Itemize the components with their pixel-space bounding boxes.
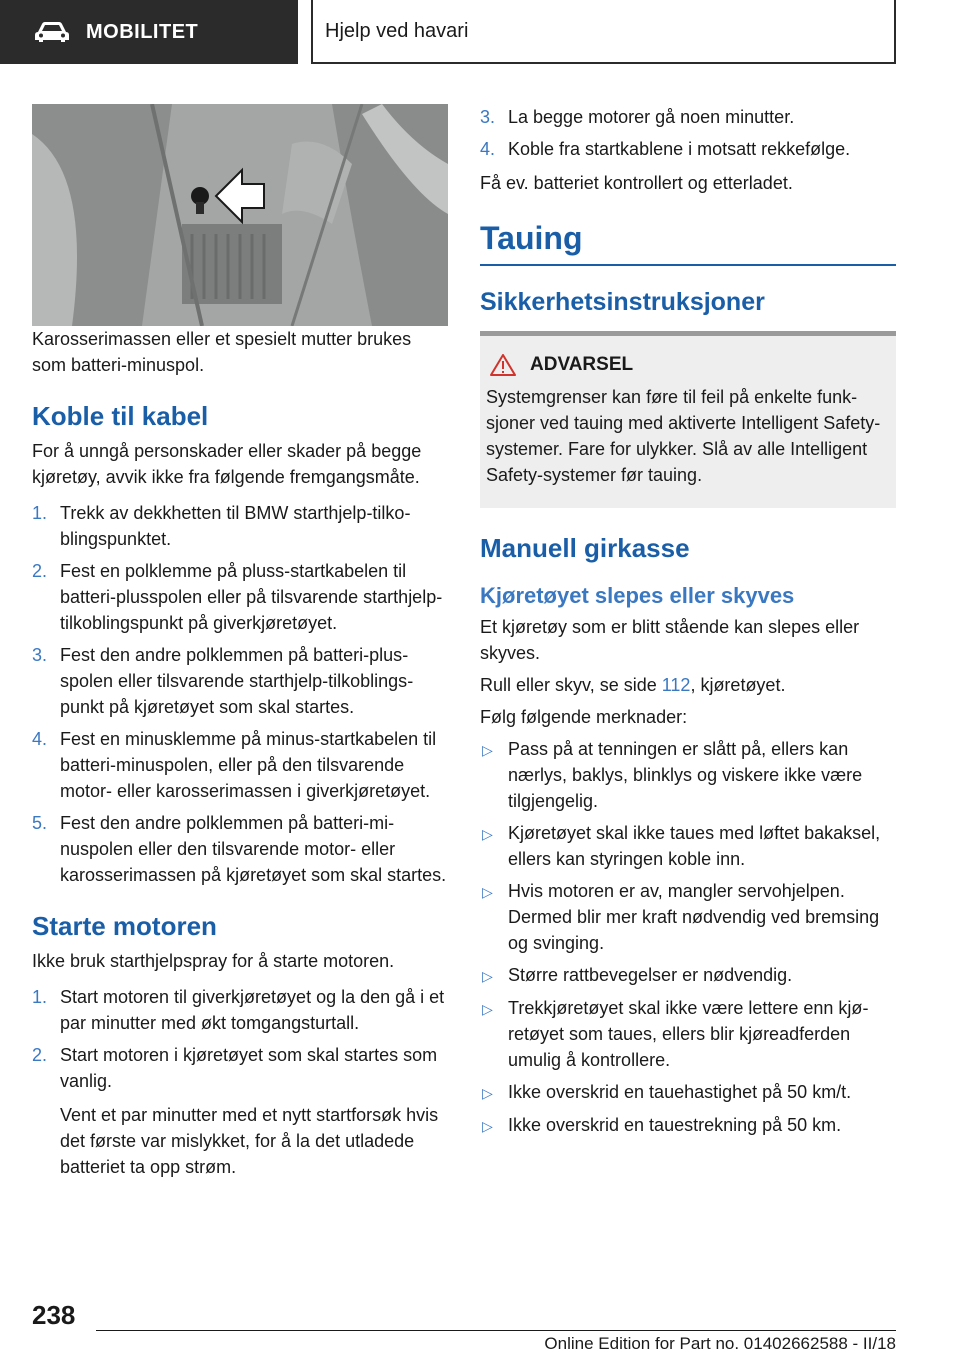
triangle-bullet-icon: ▷	[482, 968, 493, 984]
warning-label: ADVARSEL	[530, 354, 634, 375]
note-text: Trekkjøretøyet skal ikke være lettere enn kjøretøyet som taues, ellers blir kjøreadferden umulig å kontrollere.	[508, 998, 869, 1070]
warning-triangle-icon	[490, 354, 516, 376]
warning-title	[490, 354, 890, 376]
footer-divider	[96, 1330, 896, 1331]
start-intro: Ikke bruk starthjelpspray for å starte motoren.	[32, 951, 395, 971]
step-number: 5.	[32, 813, 48, 833]
list-item	[480, 736, 896, 814]
step-text: Trekk av dekkhetten til BMW starthjelp-tilkoblingspunktet.	[60, 503, 411, 549]
triangle-bullet-icon: ▷	[482, 742, 493, 758]
step-number: 3.	[480, 107, 496, 127]
list-item	[32, 500, 448, 552]
photo-caption: Karosserimassen eller et spesielt mutter brukes som batteri-minuspol.	[32, 329, 412, 375]
continued-note: Få ev. batteriet kontrollert og etterladet.	[480, 173, 793, 193]
list-item	[480, 1112, 896, 1139]
right-column	[480, 104, 896, 1145]
edition-note: Online Edition for Part no. 01402662588 - II/18	[544, 1334, 896, 1353]
engine-bay-photo	[32, 104, 448, 326]
note-text: Kjøretøyet skal ikke taues med løftet bakaksel, ellers kan styringen koble inn.	[508, 823, 881, 869]
push-prefix: Rull eller skyv, se side	[480, 675, 662, 695]
step-text: La begge motorer gå noen minutter.	[508, 107, 795, 127]
continued-steps-list	[480, 104, 896, 162]
step-number: 2.	[32, 561, 48, 581]
step-text: Fest den andre polklemmen på batteri-minuspolen eller den tilsvarende motor- eller karosserimassen på kjøretøyet som skal startes.	[60, 813, 447, 885]
heading-koble-til-kabel: Koble til kabel	[32, 401, 209, 431]
notes-intro: Følg følgende merknader:	[480, 707, 688, 727]
triangle-bullet-icon: ▷	[482, 1001, 493, 1017]
list-item	[32, 1042, 448, 1094]
header-chapter-tab	[311, 0, 896, 64]
push-suffix: , kjøretøyet.	[690, 675, 786, 695]
heading-kjoretoyet-slepes: Kjøretøyet slepes eller skyves	[480, 583, 795, 608]
note-text: Hvis motoren er av, mangler servohjelpen. Dermed blir mer kraft nødvendig ved bremsing og svinging.	[508, 881, 880, 953]
list-item	[32, 642, 448, 720]
note-text: Pass på at tenningen er slått på, ellers kan nærlys, baklys, blinklys og viskere ikke være tilgjengelig.	[508, 739, 863, 811]
list-item	[480, 136, 896, 162]
heading-sikkerhetsinstruksjoner: Sikkerhetsinstruksjoner	[480, 288, 896, 336]
list-item	[480, 995, 896, 1073]
list-item	[32, 984, 448, 1036]
list-item	[480, 878, 896, 956]
warning-text: Systemgrenser kan føre til feil på enkelte funksjoner ved tauing med aktiverte Intelligent Safety-systemer. Fare for ulykker. Slå av alle Intelligent Safety-systemer før tauing.	[486, 387, 881, 485]
heading-tauing: Tauing	[480, 218, 896, 266]
note-text: Ikke overskrid en tauehastighet på 50 km/t.	[508, 1082, 852, 1102]
step-number: 4.	[32, 729, 48, 749]
triangle-bullet-icon: ▷	[482, 884, 493, 900]
triangle-bullet-icon: ▷	[482, 1085, 493, 1101]
chapter-title: Hjelp ved havari	[325, 19, 469, 42]
car-icon	[34, 21, 70, 43]
step-text: Start motoren til giverkjøretøyet og la den gå i et par minutter med økt tomgangsturtall.	[60, 987, 445, 1033]
start-note: Vent et par minutter med et nytt startforsøk hvis det første var mislykket, for å la det utladede batteriet ta opp strøm.	[60, 1105, 439, 1177]
list-item	[32, 726, 448, 804]
list-item	[480, 820, 896, 872]
note-text: Ikke overskrid en tauestrekning på 50 km.	[508, 1115, 842, 1135]
step-number: 1.	[32, 503, 48, 523]
warning-box	[480, 336, 896, 508]
triangle-bullet-icon: ▷	[482, 1118, 493, 1134]
step-text: Fest den andre polklemmen på batteri-plusspolen eller tilsvarende starthjelp-tilkoblingspunkt på kjøretøyet som skal startes.	[60, 645, 414, 717]
koble-steps-list	[32, 500, 448, 888]
heading-starte-motoren: Starte motoren	[32, 911, 217, 941]
list-item	[480, 1079, 896, 1106]
notes-list	[480, 736, 896, 1139]
left-column	[32, 104, 448, 1186]
triangle-bullet-icon: ▷	[482, 826, 493, 842]
heading-manuell-girkasse: Manuell girkasse	[480, 533, 690, 563]
start-steps-list	[32, 984, 448, 1094]
note-text: Større rattbevegelser er nødvendig.	[508, 965, 793, 985]
header-section-tab	[0, 0, 298, 64]
koble-intro: For å unngå personskader eller skader på begge kjøretøy, avvik ikke fra følgende fremgangsmåte.	[32, 441, 422, 487]
push-reference	[480, 672, 896, 698]
step-text: Start motoren i kjøretøyet som skal startes som vanlig.	[60, 1045, 438, 1091]
step-number: 4.	[480, 139, 496, 159]
step-number: 3.	[32, 645, 48, 665]
section-title: MOBILITET	[86, 20, 199, 43]
step-text: Koble fra startkablene i motsatt rekkefølge.	[508, 139, 851, 159]
list-item	[480, 962, 896, 989]
step-number: 2.	[32, 1045, 48, 1065]
page-number: 238	[32, 1300, 76, 1330]
list-item	[480, 104, 896, 130]
list-item	[32, 810, 448, 888]
step-number: 1.	[32, 987, 48, 1007]
page-link[interactable]: 112	[661, 675, 691, 695]
step-text: Fest en minusklemme på minus-startkabelen til batteri-minuspolen, eller på den tilsvarende motor- eller karosserimassen i giverkjøretøyet.	[60, 729, 437, 801]
list-item	[32, 558, 448, 636]
tow-intro: Et kjøretøy som er blitt stående kan slepes eller skyves.	[480, 617, 860, 663]
engine-bay-illustration	[32, 104, 448, 326]
step-text: Fest en polklemme på pluss-startkabelen til batteri-plusspolen eller på tilsvarende starthjelp-tilkoblingspunkt på giverkjøretøyet.	[60, 561, 443, 633]
